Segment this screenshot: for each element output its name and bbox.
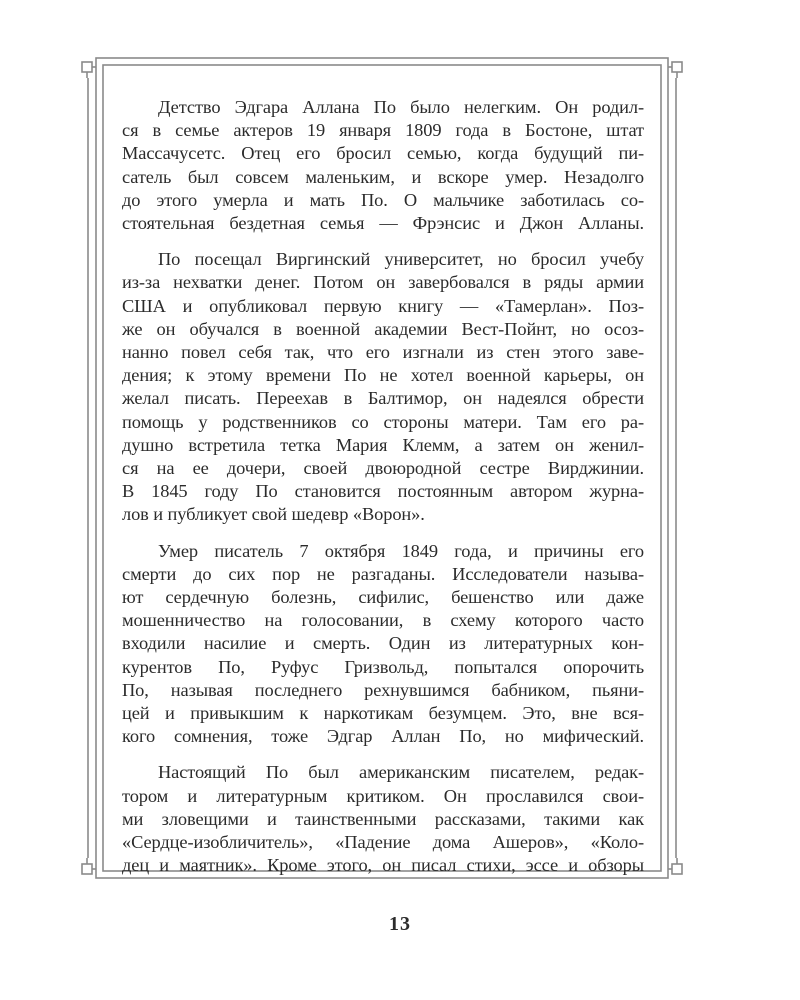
text-line: душно встретила тетка Мария Клемм, а затем он женил- (122, 434, 644, 455)
text-line: Массачусетс. Отец его бросил семью, когда будущий пи- (122, 143, 644, 164)
paragraph-3 (122, 540, 644, 749)
text-line: ся на ее дочери, своей двоюродной сестре Вирджинии. (122, 458, 644, 479)
text-line: помощь у родственников со стороны матери. Там его ра- (122, 411, 644, 432)
text-line: мошенничество на голосовании, в схему которого часто (122, 610, 644, 631)
page-number: 13 (389, 913, 411, 935)
body-text (122, 96, 644, 891)
text-line: ют сердечную болезнь, сифилис, бешенство или даже (122, 587, 644, 608)
text-line: желал писать. Переехав в Балтимор, он надеялся обрести (122, 388, 644, 409)
text-line: входили насилие и смерть. Один из литературных кон- (122, 633, 644, 654)
text-line: цей и привыкшим к наркотикам безумцем. Это, вне вся- (122, 703, 644, 724)
text-line: тором и литературным критиком. Он прославился свои- (122, 785, 644, 806)
text-line: ся в семье актеров 19 января 1809 года в Бостоне, штат (122, 120, 644, 141)
text-line: дения; к этому времени По не хотел военной карьеры, он (122, 365, 644, 386)
text-line: дец и маятник». Кроме этого, он писал стихи, эссе и обзоры (122, 855, 644, 876)
text-line: до этого умерла и мать По. О мальчике заботилась со- (122, 189, 644, 210)
text-line: По посещал Виргинский университет, но бросил учебу (158, 249, 644, 270)
paragraph-4 (122, 761, 644, 877)
text-line: Умер писатель 7 октября 1849 года, и причины его (158, 540, 644, 561)
text-line: смерти до сих пор не разгаданы. Исследователи называ- (122, 563, 644, 584)
text-line: курентов По, Руфус Гризвольд, попытался опорочить (122, 656, 644, 677)
text-line: стоятельная бездетная семья — Фрэнсис и Джон Алланы. (122, 213, 644, 234)
text-line: По, называя последнего рехнувшимся бабником, пьяни- (122, 679, 644, 700)
text-line: США и опубликовал первую книгу — «Тамерлан». Поз- (122, 295, 644, 316)
text-line: ми зловещими и таинственными рассказами, такими как (122, 808, 644, 829)
text-line: Настоящий По был американским писателем, редак- (158, 762, 644, 783)
text-line: нанно повел себя так, что его изгнали из стен этого заве- (122, 342, 644, 363)
text-line: «Сердце-изобличитель», «Падение дома Ашеров», «Коло- (122, 832, 644, 853)
text-line: сатель был совсем маленьким, и вскоре умер. Незадолго (122, 166, 644, 187)
text-line: кого сомнения, тоже Эдгар Аллан По, но мифический. (122, 726, 644, 747)
text-line: из-за нехватки денег. Потом он завербовался в ряды армии (122, 272, 644, 293)
text-line: же он обучался в военной академии Вест-Пойнт, но осоз- (122, 318, 644, 339)
paragraph-2 (122, 248, 644, 526)
text-line: Детство Эдгара Аллана По было нелегким. Он родил- (158, 97, 644, 117)
text-line: В 1845 году По становится постоянным автором журна- (122, 481, 644, 502)
text-line: лов и публикует свой шедевр «Ворон». (122, 504, 425, 525)
paragraph-1 (122, 96, 644, 235)
